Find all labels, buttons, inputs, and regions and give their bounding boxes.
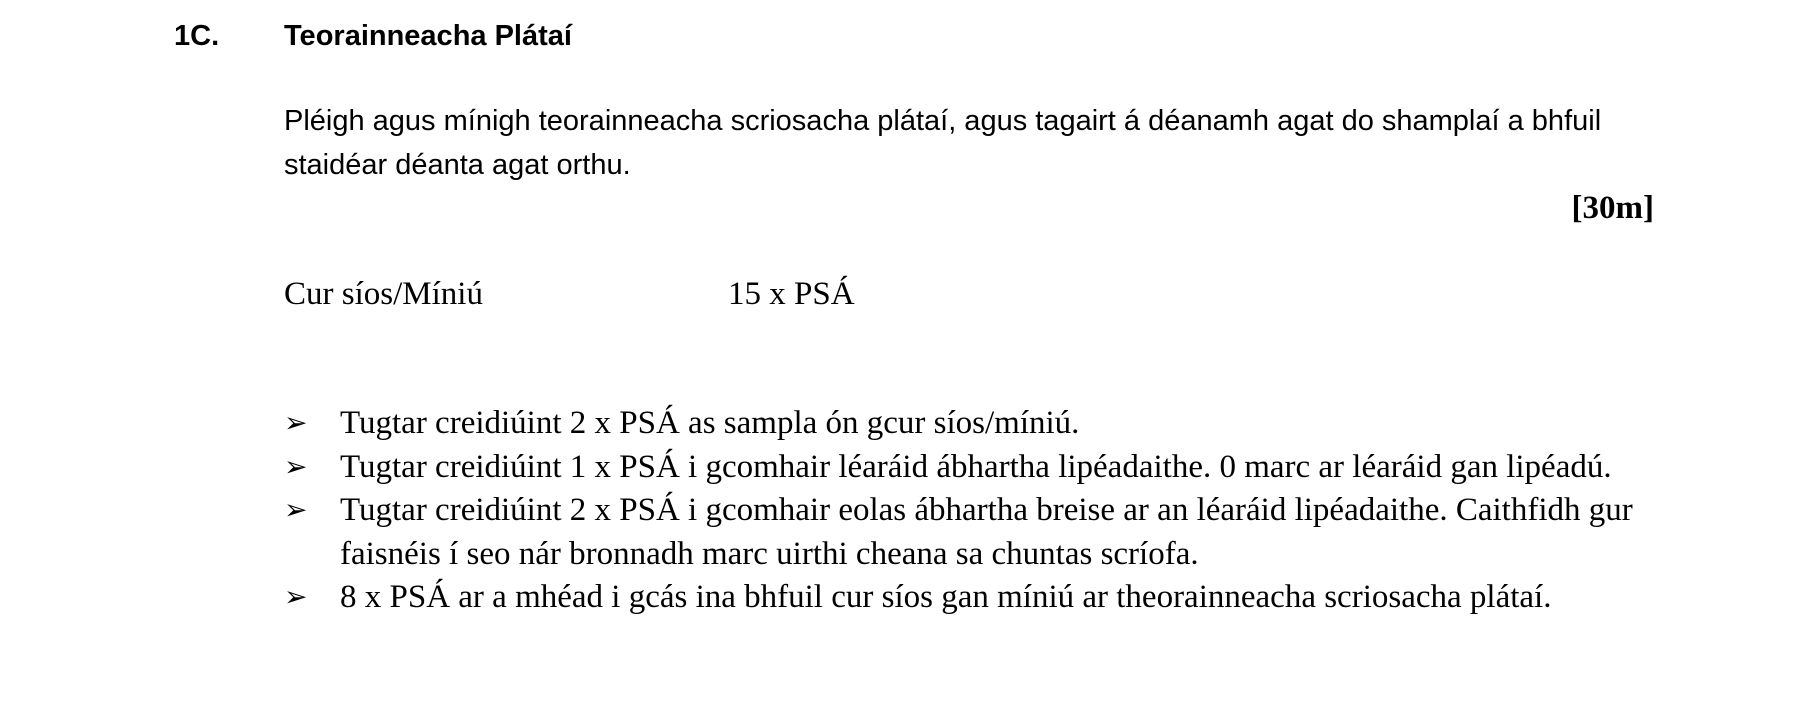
criterion-label: Cur síos/Míniú	[284, 276, 483, 312]
question-title: Teorainneacha Plátaí	[284, 20, 572, 52]
arrowhead-bullet-icon: ➢	[284, 451, 308, 483]
marking-notes-list	[284, 402, 1684, 620]
arrowhead-bullet-icon: ➢	[284, 495, 308, 526]
question-prompt: Pléigh agus mínigh teorainneacha scriosacha plátaí, agus tagairt á déanamh agat do shamplaí a bhfuil staidéar déanta agat orthu.	[284, 105, 1602, 181]
list-item-text: 8 x PSÁ ar a mhéad i gcás ina bhfuil cur síos gan míniú ar theorainneacha scriosacha plátaí.	[340, 579, 1552, 615]
marks-total: [30m]	[1571, 190, 1654, 226]
list-item-text: Tugtar creidiúint 2 x PSÁ as sampla ón gcur síos/míniú.	[340, 405, 1080, 441]
criterion-value: 15 x PSÁ	[728, 276, 855, 312]
list-item-text: Tugtar creidiúint 1 x PSÁ i gcomhair léaráid ábhartha lipéadaithe. 0 marc ar léaráid gan lipéadú.	[340, 448, 1612, 485]
list-item	[284, 446, 1684, 490]
list-item	[284, 489, 1684, 576]
question-number: 1C.	[174, 20, 220, 52]
list-item-text: Tugtar creidiúint 2 x PSÁ i gcomhair eolas ábhartha breise ar an léaráid lipéadaithe. Caithfidh gur faisnéis í seo nár bronnadh marc uirthi cheana sa chuntas scríofa.	[340, 492, 1633, 572]
list-item	[284, 576, 1684, 620]
list-item	[284, 402, 1684, 446]
arrowhead-bullet-icon: ➢	[284, 408, 308, 439]
arrowhead-bullet-icon: ➢	[284, 582, 308, 613]
